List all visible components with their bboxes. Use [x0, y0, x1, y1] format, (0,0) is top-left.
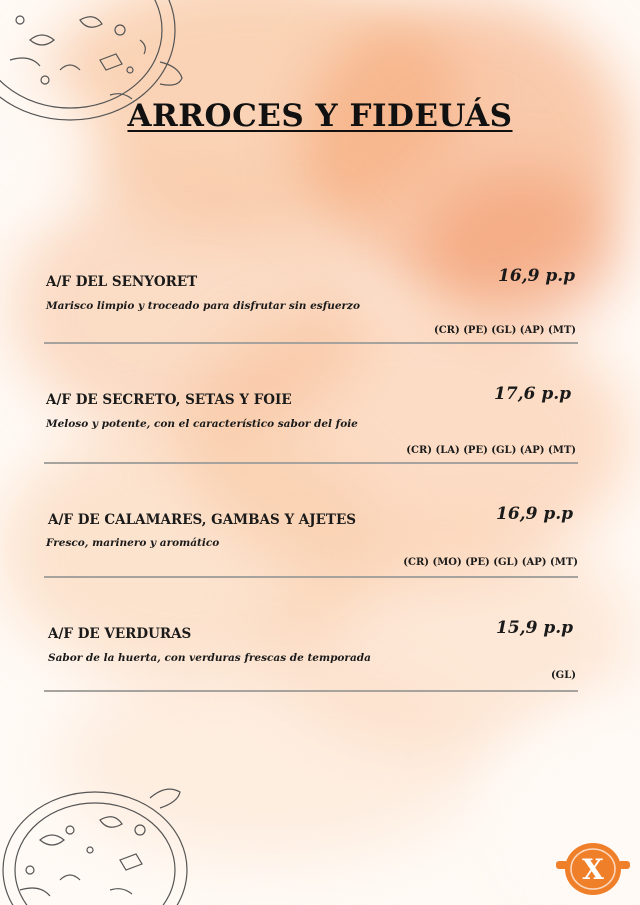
dish-description: Meloso y potente, con el característico sabor del foie [46, 418, 358, 430]
dish-allergens: (CR) (PE) (GL) (AP) (MT) [433, 325, 576, 336]
paella-pan-illustration-icon [0, 770, 200, 905]
menu-item [44, 384, 578, 466]
dish-name: A/F DE VERDURAS [48, 626, 192, 642]
menu-title [0, 98, 640, 134]
dish-name: A/F DEL SENYORET [46, 274, 198, 290]
menu-item [44, 504, 578, 582]
menu-item [44, 266, 578, 346]
dish-price: 17,6 p.p [494, 384, 572, 404]
dish-allergens: (GL) [550, 670, 576, 681]
menu-title-text: ARROCES Y FIDEUÁS [127, 98, 513, 134]
dish-description: Fresco, marinero y aromático [46, 537, 220, 549]
dish-price: 15,9 p.p [496, 618, 574, 638]
paella-pan-logo-icon [554, 839, 632, 899]
divider [44, 462, 578, 464]
dish-allergens: (CR) (MO) (PE) (GL) (AP) (MT) [403, 557, 578, 568]
divider [44, 342, 578, 344]
dish-price: 16,9 p.p [498, 266, 576, 286]
dish-allergens: (CR) (LA) (PE) (GL) (AP) (MT) [406, 445, 576, 456]
dish-price: 16,9 p.p [496, 504, 574, 524]
dish-name: A/F DE CALAMARES, GAMBAS Y AJETES [48, 512, 357, 528]
dish-description: Sabor de la huerta, con verduras frescas de temporada [48, 652, 371, 664]
divider [44, 690, 578, 692]
dish-name: A/F DE SECRETO, SETAS Y FOIE [46, 392, 292, 408]
dish-description: Marisco limpio y troceado para disfrutar sin esfuerzo [46, 300, 361, 312]
menu-item [44, 618, 578, 696]
divider [44, 576, 578, 578]
logo-letter: X [582, 853, 604, 886]
